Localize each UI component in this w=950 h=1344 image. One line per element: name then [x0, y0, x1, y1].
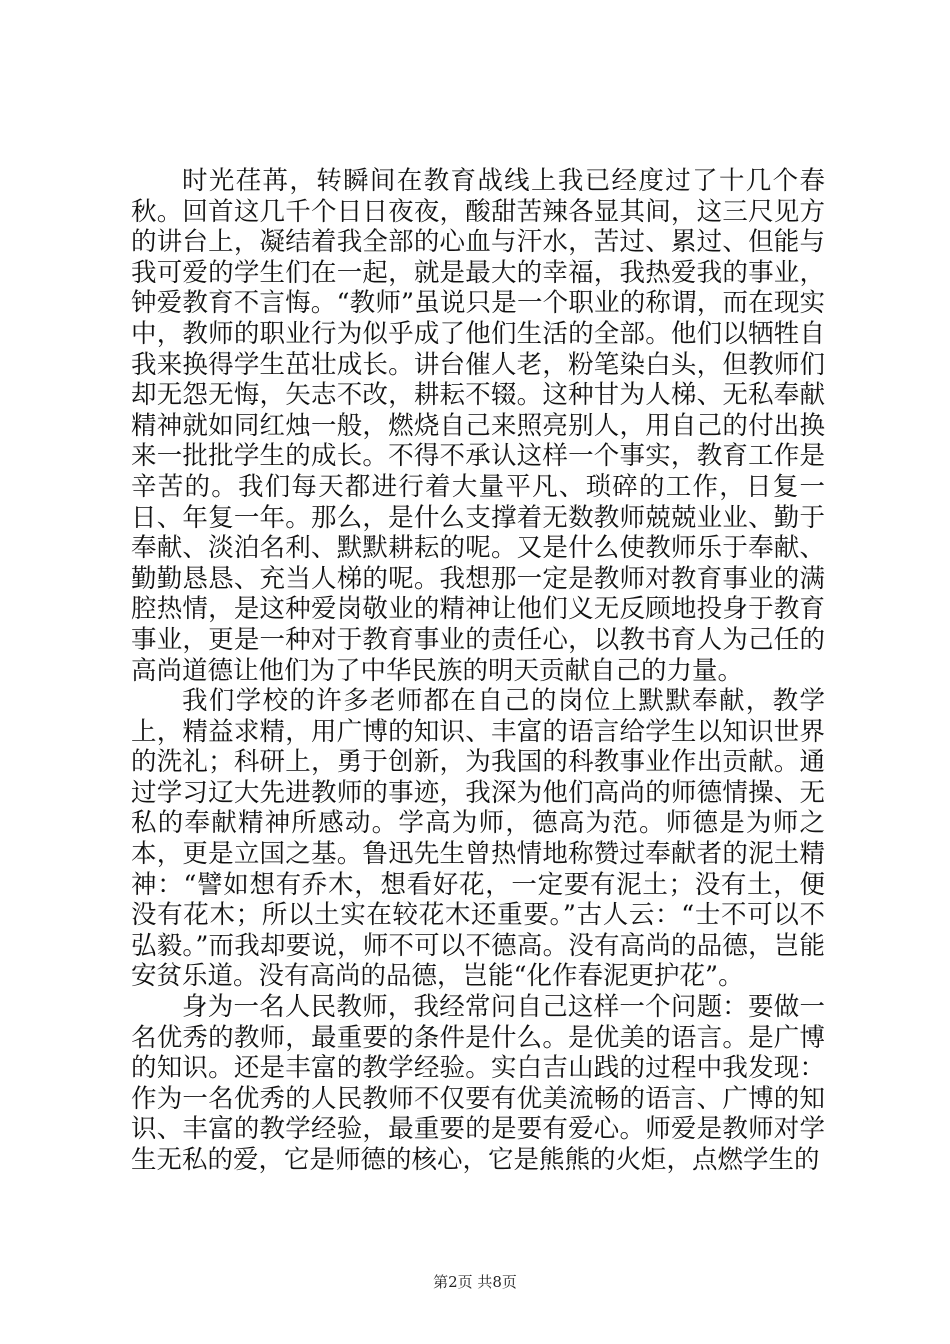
page-footer: 第2页 共8页: [433, 1273, 517, 1291]
paragraph-2: 我们学校的许多老师都在自己的岗位上默默奉献，教学上，精益求精，用广博的知识、丰富的语言给学生以知识世界的洗礼；科研上，勇于创新，为我国的科教事业作出贡献。通过学习辽大先进教师的事迹，我深为他们高尚的师德情操、无私的奉献精神所感动。学高为师，德高为范。师德是为师之本，更是立国之基。鲁迅先生曾热情地称赞过奉献者的泥土精神：“譬如想有乔木，想看好花，一定要有泥土；没有土，便没有花木；所以土实在较花木还重要。”古人云：“士不可以不弘毅。”而我却要说，师不可以不德高。没有高尚的品德，岂能安贫乐道。没有高尚的品德，岂能“化作春泥更护花”。: [131, 686, 825, 992]
document-body: [131, 166, 825, 1176]
paragraph-1: 时光荏苒，转瞬间在教育战线上我已经度过了十几个春秋。回首这几千个日日夜夜，酸甜苦辣各显其间，这三尺见方的讲台上，凝结着我全部的心血与汗水，苦过、累过、但能与我可爱的学生们在一起，就是最大的幸福，我热爱我的事业，钟爱教育不言悔。“教师”虽说只是一个职业的称谓，而在现实中，教师的职业行为似乎成了他们生活的全部。他们以牺牲自我来换得学生茁壮成长。讲台催人老，粉笔染白头，但教师们却无怨无悔，矢志不改，耕耘不辍。这种甘为人梯、无私奉献精神就如同红烛一般，燃烧自己来照亮别人，用自己的付出换来一批批学生的成长。不得不承认这样一个事实，教育工作是辛苦的。我们每天都进行着大量平凡、琐碎的工作，日复一日、年复一年。那么，是什么支撑着无数教师兢兢业业、勤于奉献、淡泊名利、默默耕耘的呢。又是什么使教师乐于奉献、勤勤恳恳、充当人梯的呢。我想那一定是教师对教育事业的满腔热情，是这种爱岗敬业的精神让他们义无反顾地投身于教育事业，更是一种对于教育事业的责任心，以教书育人为己任的高尚道德让他们为了中华民族的明天贡献自己的力量。: [131, 166, 825, 686]
paragraph-3: 身为一名人民教师，我经常问自己这样一个问题：要做一名优秀的教师，最重要的条件是什么。是优美的语言。是广博的知识。还是丰富的教学经验。实白吉山践的过程中我发现：作为一名优秀的人民教师不仅要有优美流畅的语言、广博的知识、丰富的教学经验，最重要的是要有爱心。师爱是教师对学生无私的爱，它是师德的核心，它是熊熊的火炬，点燃学生的: [131, 992, 825, 1175]
